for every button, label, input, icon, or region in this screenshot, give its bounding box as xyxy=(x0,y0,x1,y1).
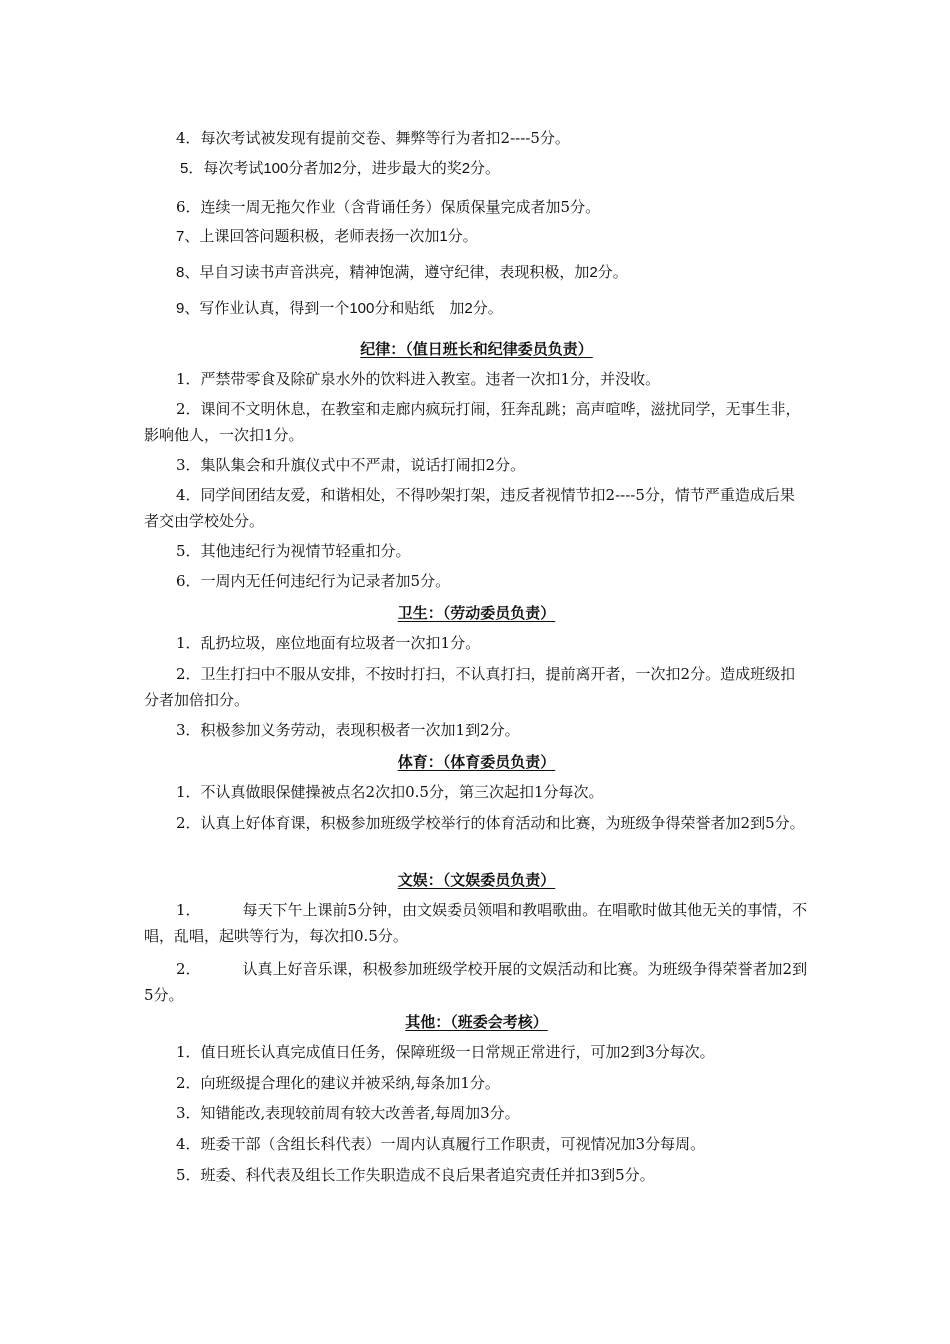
section-heading-arts xyxy=(144,869,809,891)
rule-item: 2．认真上好体育课，积极参加班级学校举行的体育活动和比赛，为班级争得荣誉者加2到5分。 xyxy=(176,814,805,832)
heading-text: 卫生：（劳动委员负责） xyxy=(397,604,556,622)
section-heading-discipline xyxy=(144,338,809,360)
rule-item: 3．知错能改,表现较前周有较大改善者,每周加3分。 xyxy=(176,1104,520,1122)
item-text: 认真上好音乐课，积极参加班级学校开展的文娱活动和比赛。为班级争得荣誉者加2到5分。 xyxy=(144,960,808,1004)
rule-item: 5．其他违纪行为视情节轻重扣分。 xyxy=(176,542,411,560)
item-text: 每天下午上课前5分钟，由文娱委员领唱和教唱歌曲。在唱歌时做其他无关的事情，不唱，乱唱，起哄等行为，每次扣0.5分。 xyxy=(144,901,808,945)
rule-item: 5．每次考试100分者加2分，进步最大的奖2分。 xyxy=(180,160,501,177)
rule-item: 4．每次考试被发现有提前交卷、舞弊等行为者扣2----5分。 xyxy=(176,129,570,147)
section-heading-other xyxy=(144,1011,809,1033)
section-heading-sports xyxy=(144,751,809,773)
heading-text: 其他：（班委会考核） xyxy=(405,1013,548,1031)
rule-item: 3．积极参加义务劳动，表现积极者一次加1到2分。 xyxy=(176,721,520,739)
section-heading-hygiene xyxy=(144,602,809,624)
rule-item xyxy=(144,956,809,1008)
rule-item: 4．班委干部（含组长科代表）一周内认真履行工作职责，可视情况加3分每周。 xyxy=(176,1135,706,1153)
rule-item: 2．向班级提合理化的建议并被采纳,每条加1分。 xyxy=(176,1074,500,1092)
rule-item: 3．集队集会和升旗仪式中不严肃，说话打闹扣2分。 xyxy=(176,456,526,474)
rule-item: 2．课间不文明休息，在教室和走廊内疯玩打闹，狂奔乱跳；高声喧哗，滋扰同学，无事生非，影响他人，一次扣1分。 xyxy=(144,400,801,444)
rule-item: 4．同学间团结友爱，和谐相处，不得吵架打架，违反者视情节扣2----5分，情节严重造成后果者交由学校处分。 xyxy=(144,486,795,530)
rule-item: 6．一周内无任何违纪行为记录者加5分。 xyxy=(176,572,451,590)
item-number: 2． xyxy=(176,960,201,978)
heading-text: 体育：（体育委员负责） xyxy=(397,753,556,771)
rule-item: 1．严禁带零食及除矿泉水外的饮料进入教室。违者一次扣1分，并没收。 xyxy=(176,370,661,388)
heading-text: 文娱：（文娱委员负责） xyxy=(397,871,556,889)
rule-item: 1．乱扔垃圾，座位地面有垃圾者一次扣1分。 xyxy=(176,634,481,652)
item-number: 1． xyxy=(176,901,201,919)
rule-item xyxy=(144,897,809,949)
rule-item: 8、早自习读书声音洪亮，精神饱满，遵守纪律，表现积极，加2分。 xyxy=(176,264,628,281)
rule-item: 6．连续一周无拖欠作业（含背诵任务）保质保量完成者加5分。 xyxy=(176,198,601,216)
rule-item: 1．值日班长认真完成值日任务，保障班级一日常规正常进行，可加2到3分每次。 xyxy=(176,1043,715,1061)
rule-item: 9、写作业认真，得到一个100分和贴纸 加2分。 xyxy=(176,300,503,317)
rule-item: 5．班委、科代表及组长工作失职造成不良后果者追究责任并扣3到5分。 xyxy=(176,1166,655,1184)
rule-item: 1．不认真做眼保健操被点名2次扣0.5分，第三次起扣1分每次。 xyxy=(176,783,604,801)
rule-item: 2．卫生打扫中不服从安排，不按时打扫，不认真打扫，提前离开者，一次扣2分。造成班级扣分者加倍扣分。 xyxy=(144,665,796,709)
rule-item: 7、上课回答问题积极，老师表扬一次加1分。 xyxy=(176,228,478,245)
heading-text: 纪律：（值日班长和纪律委员负责） xyxy=(360,340,593,358)
